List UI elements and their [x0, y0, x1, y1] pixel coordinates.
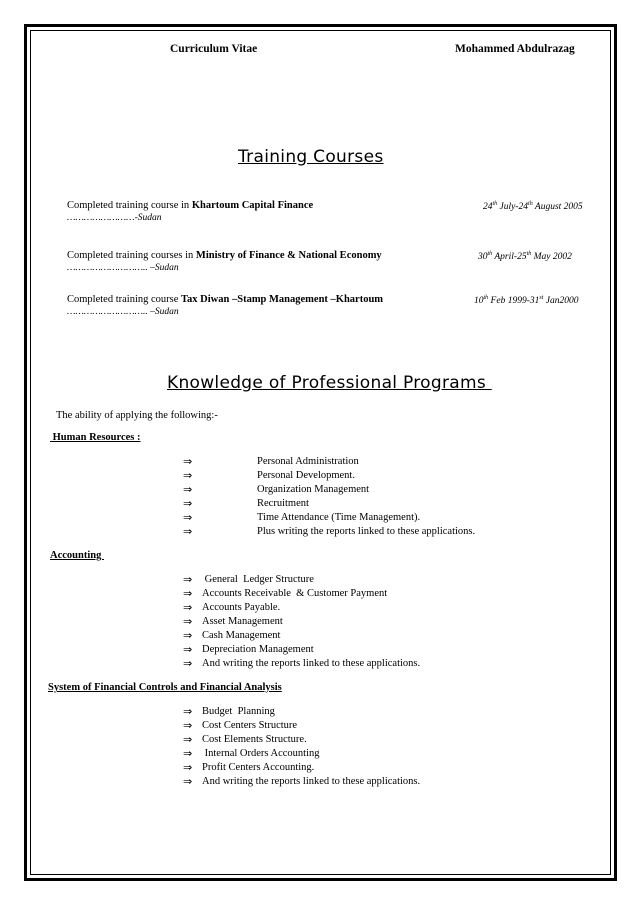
arrow-icon: ⇒ [183, 497, 193, 510]
list-item: Cost Elements Structure. [202, 734, 307, 745]
arrow-icon: ⇒ [183, 629, 193, 642]
list-item: Cost Centers Structure [202, 720, 298, 731]
header-name: Mohammed Abdulrazag [455, 43, 575, 55]
arrow-icon: ⇒ [183, 587, 193, 600]
section-financial-controls-heading: System of Financial Controls and Financial Analysis [48, 682, 282, 693]
arrow-icon: ⇒ [183, 455, 193, 468]
list-item: Time Attendance (Time Management). [257, 512, 421, 523]
arrow-icon: ⇒ [183, 657, 193, 670]
course-1-line [67, 200, 313, 211]
section-accounting-heading: Accounting [50, 550, 104, 561]
arrow-icon: ⇒ [183, 469, 193, 482]
arrow-icon: ⇒ [183, 525, 193, 538]
arrow-icon: ⇒ [183, 643, 193, 656]
course-2-date: 30th April-25th May 2002 [478, 251, 572, 263]
list-item: Asset Management [202, 616, 283, 627]
list-item: Personal Administration [257, 456, 359, 467]
list-item: And writing the reports linked to these applications. [202, 658, 421, 669]
arrow-icon: ⇒ [183, 761, 193, 774]
arrow-icon: ⇒ [183, 775, 193, 788]
list-item: Plus writing the reports linked to these applications. [257, 526, 476, 537]
course-2-org: Ministry of Finance & National Economy [195, 250, 382, 261]
section-human-resources-heading: Human Resources : [50, 432, 141, 443]
course-1-prefix: Completed training course in [67, 200, 192, 211]
arrow-icon: ⇒ [183, 573, 193, 586]
course-3-line [67, 294, 383, 305]
list-item: Accounts Payable. [202, 602, 281, 613]
header-cv-label: Curriculum Vitae [170, 43, 258, 55]
list-item: Cash Management [202, 630, 281, 641]
course-3-org: Tax Diwan –Stamp Management –Khartoum [181, 294, 384, 305]
course-1-org: Khartoum Capital Finance [191, 200, 314, 211]
arrow-icon: ⇒ [183, 705, 193, 718]
arrow-icon: ⇒ [183, 719, 193, 732]
list-item: Internal Orders Accounting [202, 748, 320, 759]
arrow-icon: ⇒ [183, 483, 193, 496]
arrow-icon: ⇒ [183, 747, 193, 760]
list-item: General Ledger Structure [202, 574, 314, 585]
course-2-prefix: Completed training courses in [67, 250, 196, 261]
list-item: Personal Development. [257, 470, 355, 481]
training-courses-title: Training Courses [238, 147, 384, 167]
knowledge-intro: The ability of applying the following:- [56, 410, 218, 421]
course-2-line [67, 250, 382, 261]
course-1-location: ……………………-Sudan [67, 213, 162, 223]
course-3-date: 10th Feb 1999-31st Jan2000 [474, 295, 579, 307]
list-item: Budget Planning [202, 706, 275, 717]
arrow-icon: ⇒ [183, 615, 193, 628]
list-item: Accounts Receivable & Customer Payment [202, 588, 388, 599]
arrow-icon: ⇒ [183, 511, 193, 524]
list-item: Profit Centers Accounting. [202, 762, 315, 773]
list-item: Depreciation Management [202, 644, 314, 655]
list-item: Recruitment [257, 498, 309, 509]
course-3-location: ……………………….. –Sudan [67, 307, 179, 317]
arrow-icon: ⇒ [183, 601, 193, 614]
list-item: And writing the reports linked to these applications. [202, 776, 421, 787]
knowledge-title: Knowledge of Professional Programs [167, 373, 492, 393]
course-3-prefix: Completed training course [67, 294, 182, 305]
course-1-date: 24th July-24th August 2005 [483, 201, 583, 213]
arrow-icon: ⇒ [183, 733, 193, 746]
course-2-location: ……………………….. –Sudan [67, 263, 179, 273]
list-item: Organization Management [257, 484, 370, 495]
